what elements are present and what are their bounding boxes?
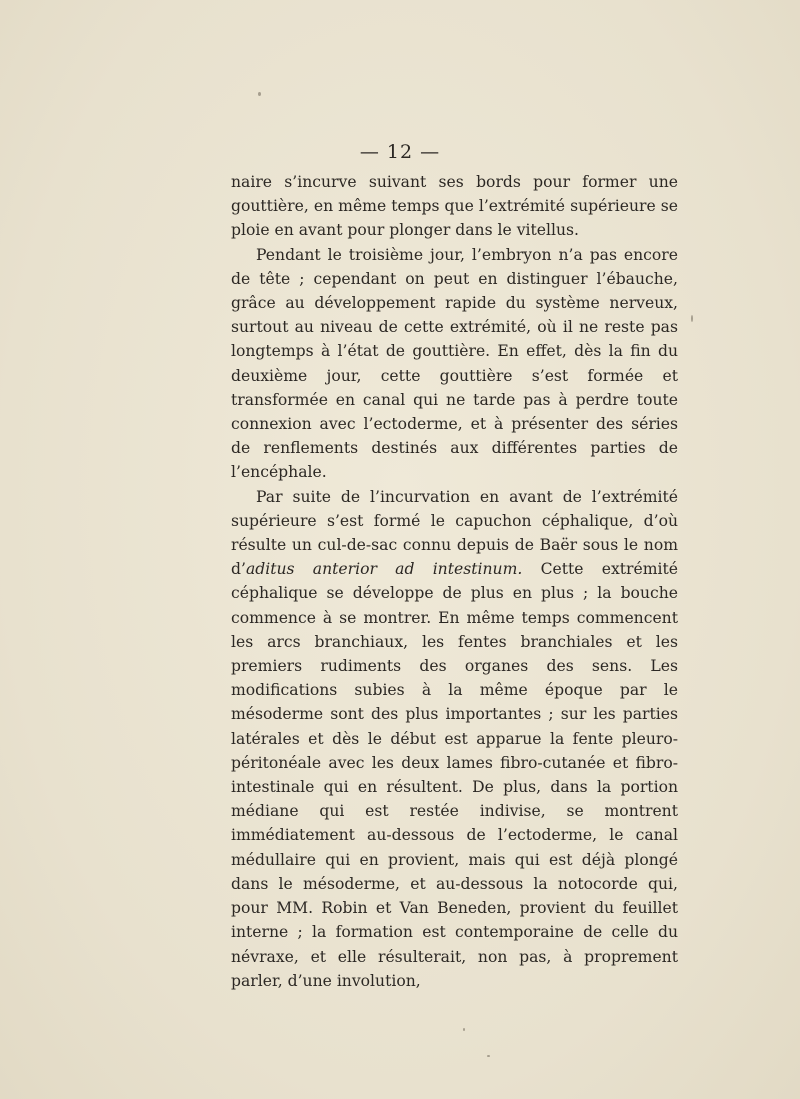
paragraph-2: Pendant le troisième jour, l’embryon n’a pas encore de tête ; cependant on peut en distinguer l’ébauche, grâce au développement rapide du système nerveux, surtout au niveau de cette extrémité, où il ne reste pas longtemps à l’état de gouttière. En effet, dès la fin du deuxième jour, cette gouttière s’est formée et transformée en canal qui ne tarde pas à perdre toute connexion avec l’ectoderme, et à présenter des séries de renflements destinés aux différentes parties de l’encéphale. [231, 245, 678, 482]
body-text [231, 170, 678, 993]
paragraph-3-text-b: Cette extrémité céphalique se développe de plus en plus ; la bouche commence à se montrer. En même temps commencent les arcs branchiaux, les fentes branchiales et les premiers rudiments des organes des sens. Les modifications subies à la même époque par le mésoderme sont des plus importantes ; sur les parties latérales et dès le début est apparue la fente pleuro-péritonéale avec les deux lames fibro-cutanée et fibro-intestinale qui en résultent. De plus, dans la portion médiane qui est restée indivise, se montrent immédiatement au-dessous de l’ectoderme, le canal médullaire qui en provient, mais qui est déjà plongé dans le mésoderme, et au-dessous la notocorde qui, pour MM. Robin et Van Beneden, provient du feuillet interne ; la formation est contemporaine de celle du névraxe, et elle résulterait, non pas, à proprement parler, d’une involution, [231, 560, 678, 990]
paragraph-3 [231, 485, 678, 993]
paragraph-3-text-a: Par suite de l’incurvation en avant de l’extrémité supérieure s’est formé le capuchon céphalique, d’où résulte un cul-de-sac connu depuis de Baër sous le nom d’ [231, 487, 678, 579]
latin-term: aditus anterior ad intestinum. [245, 560, 523, 579]
paper-speck [487, 1055, 490, 1057]
page-number: — 12 — [359, 141, 441, 163]
paragraph-1: naire s’incurve suivant ses bords pour former une gouttière, en même temps que l’extrémité supérieure se ploie en avant pour plonger dans le vitellus. [231, 173, 678, 240]
paper-speck [258, 92, 261, 96]
paper-speck [463, 1028, 465, 1031]
paper-speck [691, 315, 693, 322]
